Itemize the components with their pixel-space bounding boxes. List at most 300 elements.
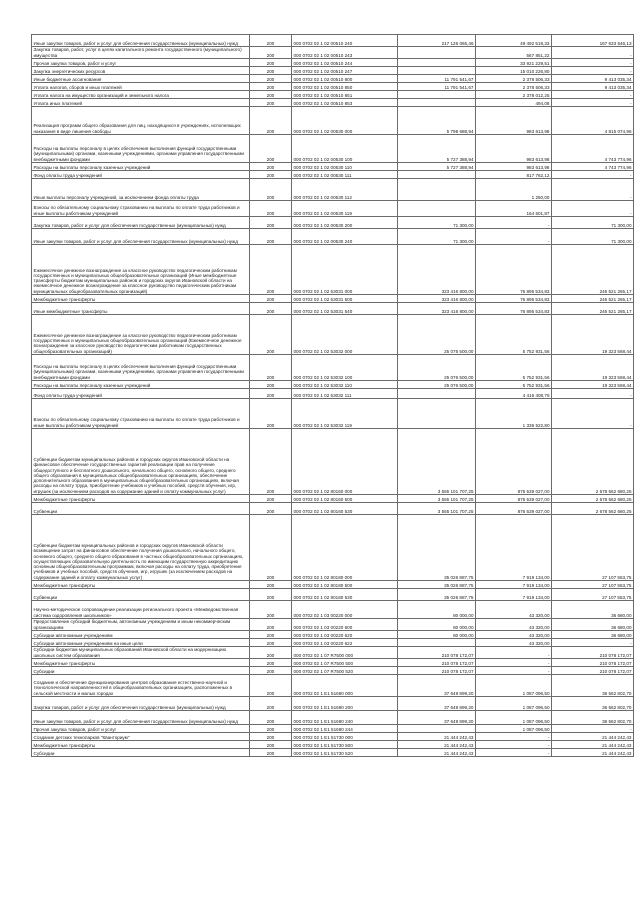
table-row <box>32 619 634 631</box>
table-row <box>32 667 634 675</box>
row-executed-cell: 983 613,98 <box>476 107 552 135</box>
row-name-cell: Научно-методическое сопровождение реализации регионального проекта «Межведомственная система оздоровления школьников» <box>32 601 250 619</box>
row-kbk-cell: 000 0702 02 1 02 00530 119 <box>292 201 398 217</box>
row-remaining-cell: 2 678 562 680,25 <box>552 503 634 515</box>
row-code-cell: 200 <box>250 581 292 589</box>
row-remaining-cell: 210 078 172,07 <box>552 667 634 675</box>
row-remaining-cell: 19 323 568,44 <box>552 355 634 381</box>
row-name-cell: Взносы по обязательному социальному страхованию на выплаты по оплате труда работников и иные выплаты работникам учреждений <box>32 201 250 217</box>
table-row <box>32 99 634 107</box>
row-code-cell: 200 <box>250 83 292 91</box>
row-remaining-cell: 36 680,00 <box>552 619 634 631</box>
row-remaining-cell: 19 323 568,44 <box>552 315 634 355</box>
row-approved-cell: 5 798 688,94 <box>398 107 476 135</box>
row-executed-cell: 43 320,00 <box>476 631 552 639</box>
row-remaining-cell: - <box>552 47 634 59</box>
row-kbk-cell: 000 0702 02 1 02 00530 111 <box>292 171 398 179</box>
row-name-cell: Закупка товаров, работ и услуг для обеспечения государственных (муниципальных) нужд <box>32 697 250 711</box>
row-executed-cell: 983 613,98 <box>476 135 552 163</box>
row-kbk-cell: 000 0702 02 1 02 00510 243 <box>292 47 398 59</box>
row-executed-cell: 76 895 534,83 <box>476 295 552 303</box>
row-name-cell: Закупка энергетических ресурсов <box>32 67 250 75</box>
table-row <box>32 171 634 179</box>
row-remaining-cell: 9 413 035,34 <box>552 75 634 83</box>
row-kbk-cell: 000 0702 02 1 07 R7500 500 <box>292 659 398 667</box>
row-executed-cell: 1 250,00 <box>476 179 552 201</box>
row-approved-cell: 323 416 800,00 <box>398 295 476 303</box>
row-kbk-cell: 000 0702 02 1 02 00530 112 <box>292 179 398 201</box>
row-kbk-cell: 000 0702 02 1 Е1 51730 520 <box>292 749 398 757</box>
row-executed-cell: - <box>476 667 552 675</box>
row-remaining-cell: 167 633 546,13 <box>552 35 634 47</box>
row-kbk-cell: 000 0702 02 1 Е1 51690 000 <box>292 675 398 697</box>
budget-report-page <box>31 34 632 757</box>
row-remaining-cell: - <box>552 389 634 399</box>
row-executed-cell: 7 919 134,00 <box>476 589 552 601</box>
row-remaining-cell: 36 680,00 <box>552 601 634 619</box>
table-row <box>32 697 634 711</box>
row-code-cell: 200 <box>250 59 292 67</box>
row-code-cell: 200 <box>250 389 292 399</box>
row-remaining-cell: - <box>552 399 634 429</box>
row-executed-cell: 1 087 096,50 <box>476 725 552 733</box>
row-executed-cell: 2 378 506,33 <box>476 83 552 91</box>
row-code-cell: 200 <box>250 201 292 217</box>
row-kbk-cell: 000 0702 02 1 02 53031 540 <box>292 303 398 315</box>
row-kbk-cell: 000 0702 02 1 03 00220 000 <box>292 601 398 619</box>
row-kbk-cell: 000 0702 02 1 02 80180 500 <box>292 581 398 589</box>
row-kbk-cell: 000 0702 02 1 03 00220 622 <box>292 639 398 647</box>
row-remaining-cell: 21 444 242,43 <box>552 733 634 741</box>
row-code-cell: 200 <box>250 601 292 619</box>
row-kbk-cell: 000 0702 02 1 Е1 51690 200 <box>292 697 398 711</box>
row-remaining-cell: 19 323 568,44 <box>552 381 634 389</box>
row-approved-cell <box>398 59 476 67</box>
table-body <box>32 35 634 757</box>
table-row <box>32 355 634 381</box>
table-row <box>32 217 634 229</box>
row-kbk-cell: 000 0702 02 1 02 53031 500 <box>292 295 398 303</box>
row-executed-cell: - <box>476 217 552 229</box>
row-code-cell: 200 <box>250 355 292 381</box>
row-approved-cell <box>398 67 476 75</box>
row-kbk-cell: 000 0702 02 1 02 53032 000 <box>292 315 398 355</box>
row-approved-cell: 25 076 500,00 <box>398 381 476 389</box>
row-approved-cell <box>398 389 476 399</box>
row-approved-cell <box>398 201 476 217</box>
row-executed-cell: 817 762,12 <box>476 171 552 179</box>
row-name-cell: Фонд оплаты труда учреждений <box>32 389 250 399</box>
row-executed-cell: 43 320,00 <box>476 601 552 619</box>
row-code-cell: 200 <box>250 229 292 245</box>
row-code-cell: 200 <box>250 631 292 639</box>
row-executed-cell: 876 539 027,00 <box>476 429 552 495</box>
row-name-cell: Иные межбюджетные трансферты <box>32 303 250 315</box>
row-name-cell: Прочая закупка товаров, работ и услуг <box>32 725 250 733</box>
row-code-cell: 200 <box>250 35 292 47</box>
table-row <box>32 725 634 733</box>
row-name-cell: Иные закупки товаров, работ и услуг для обеспечения государственных (муниципальных) нужд <box>32 711 250 725</box>
row-approved-cell <box>398 171 476 179</box>
row-name-cell: Межбюджетные трансферты <box>32 659 250 667</box>
row-name-cell: Субсидии <box>32 667 250 675</box>
row-executed-cell: 876 539 027,00 <box>476 503 552 515</box>
row-kbk-cell: 000 0702 02 1 02 00530 200 <box>292 217 398 229</box>
row-code-cell: 200 <box>250 589 292 601</box>
table-row <box>32 83 634 91</box>
row-executed-cell: 494,08 <box>476 99 552 107</box>
table-row <box>32 389 634 399</box>
row-code-cell: 200 <box>250 315 292 355</box>
row-kbk-cell: 000 0702 02 1 03 00220 600 <box>292 619 398 631</box>
row-code-cell: 200 <box>250 741 292 749</box>
row-approved-cell: 37 649 899,20 <box>398 697 476 711</box>
row-name-cell: Иные выплаты персоналу учреждений, за исключением фонда оплаты труда <box>32 179 250 201</box>
row-name-cell: Субвенции <box>32 503 250 515</box>
row-name-cell: Уплата иных платежей <box>32 99 250 107</box>
row-code-cell: 200 <box>250 619 292 631</box>
row-kbk-cell: 000 0702 02 1 02 53032 110 <box>292 381 398 389</box>
table-row <box>32 741 634 749</box>
row-approved-cell: 21 444 242,43 <box>398 741 476 749</box>
row-remaining-cell: 4 743 774,96 <box>552 135 634 163</box>
row-remaining-cell: 4 743 774,96 <box>552 163 634 171</box>
row-name-cell: Создание и обеспечение функционирования центров образования естественно-научной и технологической направленностей в общеобразовательных организациях, расположенных в сельской местности и малых городах <box>32 675 250 697</box>
row-executed-cell: 43 320,00 <box>476 639 552 647</box>
row-remaining-cell: 27 107 553,75 <box>552 515 634 581</box>
row-approved-cell: 323 416 800,00 <box>398 245 476 295</box>
table-row <box>32 35 634 47</box>
row-remaining-cell: 246 521 265,17 <box>552 303 634 315</box>
row-kbk-cell: 000 0702 02 1 02 00510 247 <box>292 67 398 75</box>
table-row <box>32 135 634 163</box>
row-executed-cell: 2 378 012,25 <box>476 91 552 99</box>
table-row <box>32 47 634 59</box>
table-row <box>32 733 634 741</box>
row-name-cell: Ежемесячное денежное вознаграждение за классное руководство педагогическим работникам государственных и муниципальных общеобразовательных организаций (Иные межбюджетные трансферты бюджетам муниципальных районов и городских округов Ивановской области на ежемесячное денежное вознаграждение за классное руководство педагогическим работникам муниципальных общеобразовательных организаций) <box>32 245 250 295</box>
row-executed-cell: 1 087 096,50 <box>476 697 552 711</box>
table-row <box>32 631 634 639</box>
row-executed-cell: 1 087 096,50 <box>476 675 552 697</box>
row-code-cell: 200 <box>250 675 292 697</box>
row-name-cell: Уплата налогов, сборов и иных платежей <box>32 83 250 91</box>
row-kbk-cell: 000 0702 02 1 02 00510 244 <box>292 59 398 67</box>
row-code-cell: 200 <box>250 399 292 429</box>
row-approved-cell: 25 076 500,00 <box>398 315 476 355</box>
row-code-cell: 200 <box>250 749 292 757</box>
table-row <box>32 601 634 619</box>
row-executed-cell: - <box>476 229 552 245</box>
row-remaining-cell: - <box>552 99 634 107</box>
row-kbk-cell: 000 0702 02 1 Е1 51730 000 <box>292 733 398 741</box>
row-name-cell: Субвенции бюджетам муниципальных районов и городских округов Ивановской области на финансовое обеспечение государственных гарантий реализации прав на получение общедоступного и бесплатного дошкольного, начального общего, основного общего, среднего общего образования в муниципальных общеобразовательных организациях, обеспечение дополнительного образования в муниципальных общеобразовательных организациях, включая расходы на оплату труда, приобретение учебников и учебных пособий, средств обучения, игр, игрушек (за исключением расходов на содержание зданий и оплату коммунальных услуг) <box>32 429 250 495</box>
row-executed-cell: - <box>476 733 552 741</box>
row-approved-cell: 217 126 065,46 <box>398 35 476 47</box>
table-row <box>32 399 634 429</box>
row-kbk-cell: 000 0702 02 1 07 R7500 000 <box>292 647 398 659</box>
row-kbk-cell: 000 0702 02 1 02 53032 111 <box>292 389 398 399</box>
row-remaining-cell: 210 078 172,07 <box>552 659 634 667</box>
row-code-cell: 200 <box>250 639 292 647</box>
row-executed-cell: 5 752 931,56 <box>476 381 552 389</box>
row-approved-cell: 3 555 101 707,25 <box>398 503 476 515</box>
table-row <box>32 639 634 647</box>
table-row <box>32 659 634 667</box>
row-remaining-cell: - <box>552 67 634 75</box>
row-executed-cell: 33 921 229,51 <box>476 59 552 67</box>
row-remaining-cell: - <box>552 639 634 647</box>
row-remaining-cell: - <box>552 171 634 179</box>
row-approved-cell <box>398 399 476 429</box>
row-code-cell: 200 <box>250 647 292 659</box>
row-name-cell: Субсидии автономным учреждениям <box>32 631 250 639</box>
row-code-cell: 200 <box>250 75 292 83</box>
row-name-cell: Закупка товаров, работ, услуг в целях капитального ремонта государственного (муниципального) имущества <box>32 47 250 59</box>
table-row <box>32 163 634 171</box>
row-remaining-cell: 36 562 802,70 <box>552 697 634 711</box>
row-name-cell: Взносы по обязательному социальному страхованию на выплаты по оплате труда работников и иные выплаты работникам учреждений <box>32 399 250 429</box>
row-executed-cell: 1 336 522,80 <box>476 399 552 429</box>
row-code-cell: 200 <box>250 733 292 741</box>
row-remaining-cell: 27 107 553,75 <box>552 589 634 601</box>
row-executed-cell: 5 752 931,56 <box>476 355 552 381</box>
table-row <box>32 429 634 495</box>
row-code-cell: 200 <box>250 135 292 163</box>
row-remaining-cell: 210 078 172,07 <box>552 647 634 659</box>
row-code-cell: 200 <box>250 697 292 711</box>
row-kbk-cell: 000 0702 02 1 02 00510 851 <box>292 91 398 99</box>
row-approved-cell: 35 026 887,75 <box>398 581 476 589</box>
row-approved-cell: 210 078 172,07 <box>398 659 476 667</box>
table-row <box>32 495 634 503</box>
row-kbk-cell: 000 0702 02 1 02 00530 000 <box>292 107 398 135</box>
row-kbk-cell: 000 0702 02 1 02 53031 000 <box>292 245 398 295</box>
row-approved-cell: 5 727 388,94 <box>398 135 476 163</box>
row-code-cell: 200 <box>250 429 292 495</box>
table-row <box>32 675 634 697</box>
row-code-cell: 200 <box>250 711 292 725</box>
row-remaining-cell: 9 413 035,34 <box>552 83 634 91</box>
row-executed-cell: 1 087 096,50 <box>476 711 552 725</box>
table-row <box>32 315 634 355</box>
row-code-cell: 200 <box>250 295 292 303</box>
row-remaining-cell: - <box>552 91 634 99</box>
table-row <box>32 59 634 67</box>
row-executed-cell: 76 895 534,83 <box>476 245 552 295</box>
row-name-cell: Создание детских технопарков "Кванториум" <box>32 733 250 741</box>
row-approved-cell <box>398 179 476 201</box>
row-executed-cell: 7 919 134,00 <box>476 581 552 589</box>
table-row <box>32 515 634 581</box>
row-kbk-cell: 000 0702 02 1 02 00530 240 <box>292 229 398 245</box>
row-executed-cell: 76 895 534,83 <box>476 303 552 315</box>
row-executed-cell: 983 613,98 <box>476 163 552 171</box>
table-row <box>32 647 634 659</box>
table-row <box>32 91 634 99</box>
row-code-cell: 200 <box>250 667 292 675</box>
row-kbk-cell: 000 0702 02 1 Е1 51730 500 <box>292 741 398 749</box>
row-executed-cell: 2 378 506,33 <box>476 75 552 83</box>
row-approved-cell <box>398 99 476 107</box>
row-approved-cell: 71 300,00 <box>398 229 476 245</box>
row-name-cell: Субсидии <box>32 749 250 757</box>
row-approved-cell: 37 649 899,20 <box>398 711 476 725</box>
row-kbk-cell: 000 0702 02 1 02 80160 000 <box>292 429 398 495</box>
row-code-cell: 200 <box>250 725 292 733</box>
row-kbk-cell: 000 0702 02 1 02 00510 853 <box>292 99 398 107</box>
row-executed-cell: 876 539 027,00 <box>476 495 552 503</box>
row-kbk-cell: 000 0702 02 1 02 00530 100 <box>292 135 398 163</box>
row-name-cell: Уплата налога на имущество организаций и земельного налога <box>32 91 250 99</box>
row-remaining-cell: 246 521 265,17 <box>552 295 634 303</box>
row-code-cell: 200 <box>250 515 292 581</box>
row-executed-cell: - <box>476 647 552 659</box>
row-approved-cell: 5 727 388,94 <box>398 163 476 171</box>
table-row <box>32 179 634 201</box>
table-row <box>32 381 634 389</box>
table-row <box>32 711 634 725</box>
row-kbk-cell: 000 0702 02 1 02 00530 110 <box>292 163 398 171</box>
table-row <box>32 75 634 83</box>
row-name-cell: Расходы на выплаты персоналу казенных учреждений <box>32 163 250 171</box>
row-code-cell: 200 <box>250 503 292 515</box>
row-code-cell: 200 <box>250 107 292 135</box>
row-kbk-cell: 000 0702 02 1 02 80180 530 <box>292 589 398 601</box>
row-approved-cell: 210 078 172,07 <box>398 667 476 675</box>
row-approved-cell: 21 444 242,43 <box>398 749 476 757</box>
row-executed-cell: 43 320,00 <box>476 619 552 631</box>
row-code-cell: 200 <box>250 381 292 389</box>
table-row <box>32 295 634 303</box>
row-remaining-cell: - <box>552 725 634 733</box>
row-remaining-cell: 21 444 242,43 <box>552 749 634 757</box>
row-approved-cell: 210 078 172,07 <box>398 647 476 659</box>
table-row <box>32 245 634 295</box>
row-code-cell: 200 <box>250 47 292 59</box>
row-approved-cell: 80 000,00 <box>398 619 476 631</box>
table-row <box>32 107 634 135</box>
row-approved-cell: 3 555 101 707,25 <box>398 495 476 503</box>
table-row <box>32 749 634 757</box>
row-name-cell: Субвенции бюджетам муниципальных районов и городских округов Ивановской области возмещение затрат на финансовое обеспечение получения дошкольного, начального общего, основного общего, среднего общего образования в частных общеобразовательных организациях, осуществляющих образовательную деятельность по имеющим государственную аккредитацию основным общеобразовательным программам, включая расходы на оплату труда, приобретение учебников и учебных пособий, средств обучения, игр, игрушек (за исключением расходов на содержание зданий и оплату коммунальных услуг) <box>32 515 250 581</box>
row-code-cell: 200 <box>250 163 292 171</box>
row-executed-cell: 49 492 519,33 <box>476 35 552 47</box>
row-kbk-cell: 000 0702 02 1 02 80180 000 <box>292 515 398 581</box>
row-kbk-cell: 000 0702 02 1 02 80160 500 <box>292 495 398 503</box>
row-code-cell: 200 <box>250 67 292 75</box>
row-name-cell: Субвенции <box>32 589 250 601</box>
table-row <box>32 67 634 75</box>
row-kbk-cell: 000 0702 02 1 02 00510 800 <box>292 75 398 83</box>
row-code-cell: 200 <box>250 659 292 667</box>
row-remaining-cell: - <box>552 201 634 217</box>
row-remaining-cell: 2 678 562 680,25 <box>552 429 634 495</box>
budget-execution-table <box>31 34 634 757</box>
table-row <box>32 201 634 217</box>
row-remaining-cell: 36 680,00 <box>552 631 634 639</box>
row-code-cell: 200 <box>250 495 292 503</box>
row-name-cell: Расходы на выплаты персоналу казенных учреждений <box>32 381 250 389</box>
row-name-cell: Фонд оплаты труда учреждений <box>32 171 250 179</box>
row-name-cell: Межбюджетные трансферты <box>32 295 250 303</box>
row-executed-cell: 4 416 408,76 <box>476 389 552 399</box>
row-remaining-cell: 4 815 074,96 <box>552 107 634 135</box>
row-name-cell: Ежемесячное денежное вознаграждение за классное руководство педагогическим работникам государственных и муниципальных общеобразовательных организаций (Ежемесячное денежное вознаграждение за классное руководство педагогическим работникам государственных общеобразовательных организаций) <box>32 315 250 355</box>
row-executed-cell: 7 919 134,00 <box>476 515 552 581</box>
row-approved-cell: 80 000,00 <box>398 601 476 619</box>
row-executed-cell: 5 752 931,56 <box>476 315 552 355</box>
row-remaining-cell: - <box>552 59 634 67</box>
row-code-cell: 200 <box>250 99 292 107</box>
row-kbk-cell: 000 0702 02 1 02 53032 100 <box>292 355 398 381</box>
row-approved-cell: 21 444 242,43 <box>398 733 476 741</box>
row-executed-cell: - <box>476 749 552 757</box>
row-name-cell: Межбюджетные трансферты <box>32 495 250 503</box>
row-remaining-cell: 71 300,00 <box>552 229 634 245</box>
row-name-cell: Иные закупки товаров, работ и услуг для обеспечения государственных (муниципальных) нужд <box>32 229 250 245</box>
row-name-cell: Субсидии автономным учреждениям на иные цели <box>32 639 250 647</box>
row-name-cell: Иные бюджетные ассигнования <box>32 75 250 83</box>
row-approved-cell <box>398 47 476 59</box>
row-name-cell: Межбюджетные трансферты <box>32 581 250 589</box>
row-code-cell: 200 <box>250 91 292 99</box>
row-remaining-cell: - <box>552 179 634 201</box>
row-name-cell: Предоставление субсидий бюджетным, автономным учреждениям и иным некоммерческим организациям <box>32 619 250 631</box>
row-name-cell: Расходы на выплаты персоналу в целях обеспечения выполнения функций государственными (муниципальными) органами, казенными учреждениями, органами управления государственными внебюджетными фондами <box>32 355 250 381</box>
row-kbk-cell: 000 0702 02 1 Е1 51690 244 <box>292 725 398 733</box>
row-code-cell: 200 <box>250 245 292 295</box>
row-approved-cell <box>398 91 476 99</box>
row-executed-cell: 164 601,87 <box>476 201 552 217</box>
table-row <box>32 589 634 601</box>
row-kbk-cell: 000 0702 02 1 02 00510 850 <box>292 83 398 91</box>
row-kbk-cell: 000 0702 02 1 02 53032 119 <box>292 399 398 429</box>
row-name-cell: Реализация программ общего образования для лиц, находящихся в учреждениях, исполняющих наказания в виде лишения свободы <box>32 107 250 135</box>
row-approved-cell: 3 555 101 707,25 <box>398 429 476 495</box>
row-approved-cell: 323 416 800,00 <box>398 303 476 315</box>
row-kbk-cell: 000 0702 02 1 03 00220 620 <box>292 631 398 639</box>
row-remaining-cell: 246 521 265,17 <box>552 245 634 295</box>
row-remaining-cell: 27 107 553,75 <box>552 581 634 589</box>
row-code-cell: 200 <box>250 217 292 229</box>
row-approved-cell: 35 026 887,75 <box>398 515 476 581</box>
table-row <box>32 303 634 315</box>
row-name-cell: Субсидии бюджетам муниципальных образований Ивановской области на модернизацию школьных систем образования <box>32 647 250 659</box>
row-kbk-cell: 000 0702 02 1 02 00510 240 <box>292 35 398 47</box>
row-approved-cell: 11 791 541,67 <box>398 75 476 83</box>
row-kbk-cell: 000 0702 02 1 07 R7500 520 <box>292 667 398 675</box>
row-approved-cell <box>398 725 476 733</box>
row-remaining-cell: 36 562 802,70 <box>552 675 634 697</box>
row-executed-cell: 567 851,22 <box>476 47 552 59</box>
row-approved-cell: 71 300,00 <box>398 217 476 229</box>
row-remaining-cell: 36 562 802,70 <box>552 711 634 725</box>
row-code-cell: 200 <box>250 179 292 201</box>
row-name-cell: Прочая закупка товаров, работ и услуг <box>32 59 250 67</box>
row-approved-cell: 37 649 899,20 <box>398 675 476 697</box>
row-approved-cell: 35 026 887,75 <box>398 589 476 601</box>
row-approved-cell: 11 791 541,67 <box>398 83 476 91</box>
table-row <box>32 503 634 515</box>
row-remaining-cell: 71 300,00 <box>552 217 634 229</box>
row-code-cell: 200 <box>250 303 292 315</box>
row-name-cell: Закупка товаров, работ и услуг для обеспечения государственных (муниципальных) нужд <box>32 217 250 229</box>
row-executed-cell: - <box>476 741 552 749</box>
row-remaining-cell: 2 678 562 680,25 <box>552 495 634 503</box>
row-name-cell: Расходы на выплаты персоналу в целях обеспечения выполнения функций государственными (муниципальными) органами, казенными учреждениями, органами управления государственными внебюджетными фондами <box>32 135 250 163</box>
row-executed-cell: 15 010 226,80 <box>476 67 552 75</box>
table-row <box>32 229 634 245</box>
